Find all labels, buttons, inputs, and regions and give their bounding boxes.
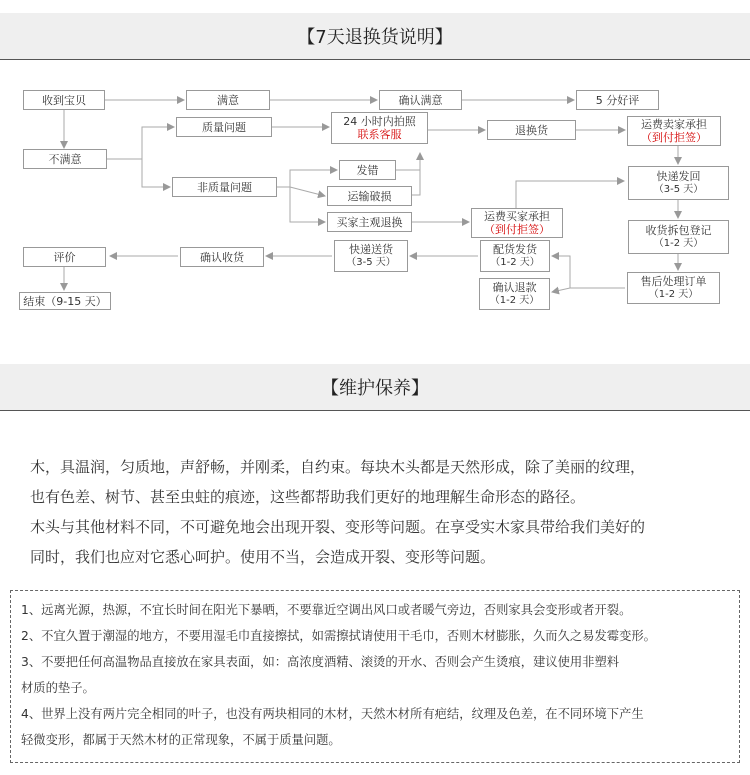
step-non-quality-issue: 非质量问题 (172, 177, 277, 197)
step-review: 评价 (23, 247, 106, 267)
tip-line: 3、不要把任何高温物品直接放在家具表面，如：高浓度酒精、滚烫的开水、否则会产生烫痕，建议使用非塑料 (21, 655, 620, 669)
intro-line: 也有色差、树节、甚至虫蛀的痕迹，这些都帮助我们更好的地理解生命形态的路径。 (30, 488, 586, 506)
step-quality-issue: 质量问题 (176, 117, 272, 137)
maintenance-tips-box (10, 590, 740, 763)
step-transport-damage: 运输破损 (327, 186, 412, 206)
step-confirm-receipt: 确认收货 (180, 247, 264, 267)
section-title-return-policy: 【7天退换货说明】 (297, 27, 453, 48)
tip-line: 1、远离光源，热源，不宜长时间在阳光下暴晒，不要靠近空调出风口或者暖气旁边，否则家具会变形或者开裂。 (21, 603, 632, 617)
section-title-maintenance: 【维护保养】 (321, 378, 429, 399)
step-satisfied: 满意 (186, 90, 270, 110)
step-seller-pays-shipping: 运费卖家承担 （到付拒签） (627, 116, 721, 146)
return-flow-diagram (0, 80, 750, 320)
tip-line: 材质的垫子。 (21, 681, 95, 695)
step-unpack-register: 收货拆包登记 （1-2 天） (628, 220, 729, 254)
step-aftersale-order: 售后处理订单 （1-2 天） (627, 272, 720, 304)
step-ship-goods: 配货发货 （1-2 天） (480, 240, 550, 272)
step-confirm-refund: 确认退款 （1-2 天） (479, 278, 550, 310)
intro-line: 木头与其他材料不同，不可避免地会出现开裂、变形等问题。在享受实木家具带给我们美好的 (30, 518, 646, 536)
tip-line: 4、世界上没有两片完全相同的叶子，也没有两块相同的木材，天然木材所有疤结，纹理及色差，在不同环境下产生 (21, 707, 644, 721)
tip-line: 轻微变形，都属于天然木材的正常现象，不属于质量问题。 (21, 733, 341, 747)
step-five-star-review: 5 分好评 (576, 90, 659, 110)
step-photo-contact-service: 24 小时内拍照 联系客服 (331, 112, 428, 144)
tip-line: 2、不宜久置于潮湿的地方，不要用湿毛巾直接擦拭，如需擦拭请使用干毛巾，否则木材膨胀，久而久之易发霉变形。 (21, 629, 656, 643)
step-confirm-satisfied: 确认满意 (379, 90, 462, 110)
step-buyer-subjective-return: 买家主观退换 (327, 212, 412, 232)
intro-line: 木，具温润，匀质地，声舒畅，并刚柔，自约束。每块木头都是天然形成，除了美丽的纹理， (30, 458, 646, 476)
step-courier-deliver: 快递送货 （3-5 天） (334, 240, 408, 272)
intro-line: 同时，我们也应对它悉心呵护。使用不当，会造成开裂、变形等问题。 (30, 548, 496, 566)
step-courier-return: 快递发回 （3-5 天） (628, 166, 729, 200)
section-header-maintenance (0, 364, 750, 411)
step-unsatisfied: 不满意 (23, 149, 107, 169)
step-wrong-item: 发错 (339, 160, 396, 180)
step-receive-item: 收到宝贝 (23, 90, 105, 110)
section-header-return-policy (0, 13, 750, 60)
maintenance-intro (30, 452, 730, 572)
step-return-exchange: 退换货 (487, 120, 576, 140)
step-end: 结束（9-15 天） (19, 292, 111, 310)
step-buyer-pays-shipping: 运费买家承担 （到付拒签） (471, 208, 563, 238)
